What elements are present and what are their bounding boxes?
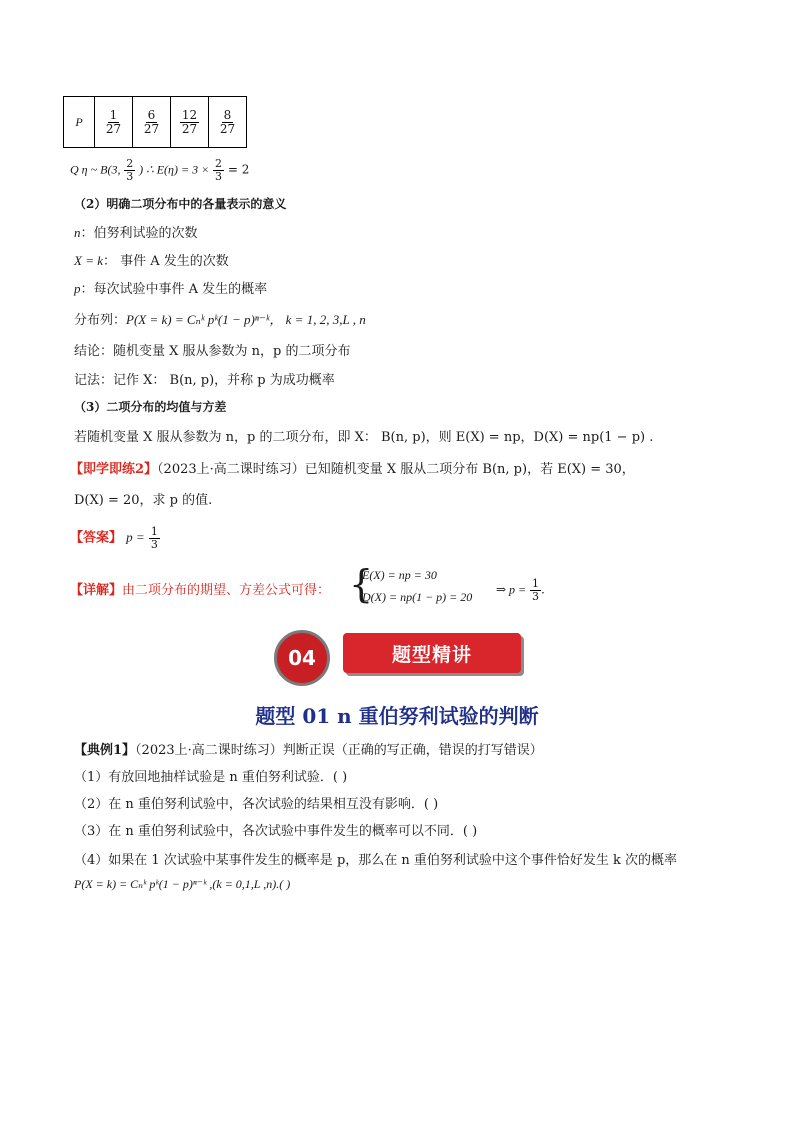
detail-result: ⇒ p = $\frac{1}{3}$ .	[496, 577, 545, 603]
table-cell: $\frac{12}{27}$	[171, 97, 209, 148]
example-intro: 【典例1】（2023上·高二课时练习）判断正误（正确的写正确，错误的打写错误）	[74, 743, 543, 758]
system-eq1: E(X) = np = 30	[362, 568, 437, 582]
section2-title: （2）明确二项分布中的各量表示的意义	[74, 197, 287, 211]
example-item-4-formula: P(X = k) = Cₙᵏ pᵏ(1 − p)ⁿ⁻ᵏ ,(k = 0,1,L ,n).( )	[74, 877, 291, 891]
def-n: n：伯努利试验的次数	[74, 225, 198, 241]
section-number-badge: 04	[274, 630, 330, 686]
example-item-1: （1）有放回地抽样试验是 n 重伯努利试验．( )	[74, 770, 348, 785]
example-item-2: （2）在 n 重伯努利试验中，各次试验的结果相互没有影响．( )	[74, 797, 439, 812]
example-item-4: （4）如果在 1 次试验中某事件发生的概率是 p，那么在 n 重伯努利试验中这个事件恰好发生 k 次的概率	[74, 853, 678, 868]
expectation-line: Q η ~ B(3, $\frac{2}{3}$ ) ∴ E(η) = 3 × $\frac{2}{3}$ = 2	[70, 157, 250, 183]
answer-line: 【答案】 p = $\frac{1}{3}$	[70, 525, 158, 551]
notation-line: 记法：记作 X： B(n, p)，并称 p 为成功概率	[74, 373, 335, 388]
mean-variance-line: 若随机变量 X 服从参数为 n，p 的二项分布，即 X： B(n, p)，则 E(X) = np，D(X) = np(1 − p) .	[74, 430, 654, 445]
exercise-line1: 【即学即练2】（2023上·高二课时练习）已知随机变量 X 服从二项分布 B(n, p)，若 E(X) = 30，	[70, 462, 635, 477]
type-title: 题型 01 n 重伯努利试验的判断	[255, 704, 539, 728]
section3-title: （3）二项分布的均值与方差	[74, 400, 227, 414]
def-x: X = k： 事件 A 发生的次数	[74, 253, 229, 269]
table-cell: $\frac{1}{27}$	[95, 97, 133, 148]
table-header-cell: P	[64, 97, 95, 148]
detail-line: 【详解】由二项分布的期望、方差公式可得：	[70, 583, 331, 598]
exercise-line2: D(X) = 20，求 p 的值.	[74, 493, 213, 508]
conclusion-line: 结论：随机变量 X 服从参数为 n，p 的二项分布	[74, 344, 351, 359]
table-cell: $\frac{8}{27}$	[209, 97, 247, 148]
section-label-badge: 题型精讲	[343, 633, 521, 673]
system-brace: {	[349, 562, 374, 606]
probability-table	[63, 96, 247, 148]
example-item-3: （3）在 n 重伯努利试验中，各次试验中事件发生的概率可以不同．( )	[74, 824, 478, 839]
system-eq2: D(X) = np(1 − p) = 20	[362, 590, 473, 604]
distribution-line: 分布列：P(X = k) = Cₙᵏ pᵏ(1 − p)ⁿ⁻ᵏ， k = 1, 2, 3,L , n	[74, 312, 366, 328]
def-p: p：每次试验中事件 A 发生的概率	[74, 281, 268, 297]
table-cell: $\frac{6}{27}$	[133, 97, 171, 148]
